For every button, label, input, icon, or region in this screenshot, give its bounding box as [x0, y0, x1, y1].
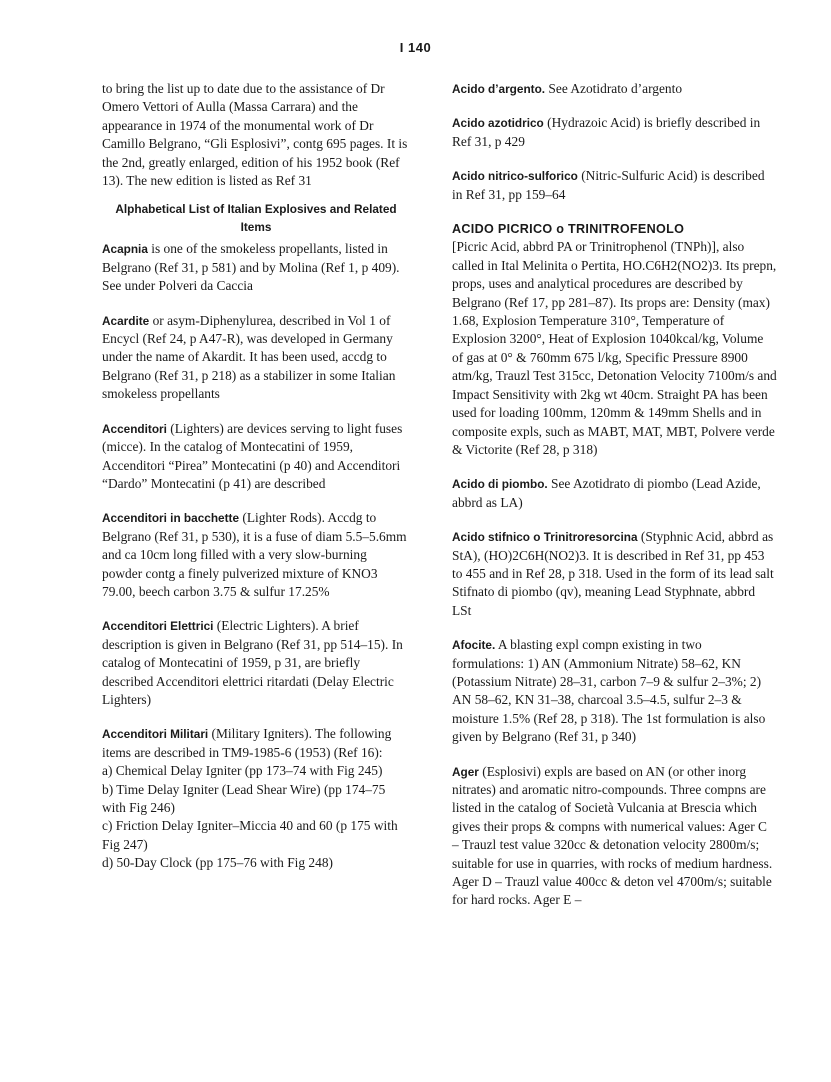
entry-acido-piombo [452, 475, 777, 512]
entry-lead: Ager [452, 764, 479, 779]
list-item: c) Friction Delay Igniter–Miccia 40 and 60 (p 175 with Fig 247) [102, 818, 398, 852]
entry-text: See Azotidrato di piombo (Lead Azide, abbrd as LA) [452, 476, 761, 510]
section-heading: Alphabetical List of Italian Explosives and Related Items [115, 202, 397, 235]
picric-acid-heading: ACIDO PICRICO o TRINITROFENOLO [452, 222, 685, 237]
entry-text: (Nitric-Sulfuric Acid) is described in Ref 31, pp 159–64 [452, 168, 765, 202]
entry-lead: Acido nitrico-sulforico [452, 169, 578, 184]
entry-accenditori-militari [102, 725, 410, 762]
list-item: b) Time Delay Igniter (Lead Shear Wire) (pp 174–75 with Fig 246) [102, 781, 386, 815]
entry-lead: Accenditori Militari [102, 727, 209, 742]
entry-acido-nitrico [452, 167, 777, 204]
entry-lead: Acido azotidrico [452, 116, 544, 131]
entry-accenditori [102, 420, 410, 494]
entry-text: (Electric Lighters). A brief description is given in Belgrano (Ref 31, pp 514–15). In catalog of Montecatini of 1959, p 31, are briefly described Accenditori elettrici ritardati (Delay Electric Lighters) [102, 618, 403, 707]
entry-lead: Acido di piombo. [452, 477, 548, 492]
left-column [102, 80, 410, 873]
entry-afocite [452, 636, 777, 746]
entry-lead: Afocite. [452, 638, 496, 653]
entry-lead: Acapnia [102, 242, 148, 257]
entry-text: A blasting expl compn existing in two formulations: 1) AN (Ammonium Nitrate) 58–62, KN (Potassium Nitrate) 28–31, carbon 7–9 & sulfur 2–3%; 2) AN 58–62, KN 31–38, charcoal 3.5–4.5, sulfur 2–3 & moisture 1.5% (Ref 28, p 318). The 1st formulation is also given by Belgrano (Ref 31, p 340) [452, 637, 766, 745]
entry-acido-argento [452, 80, 777, 98]
page-number: I 140 [399, 40, 432, 55]
picric-acid-text: [Picric Acid, abbrd PA or Trinitrophenol (TNPh)], also called in Ital Melinita o Pertita, HO.C6H2(NO2)3. Its prepn, props, uses and analytical procedures are described by Belgrano (Ref 17, pp 281–87). Its props are: Density (max) 1.68, Explosion Temperature 310°, Temperature of Explosion 3200°, Heat of Explosion 1040kcal/kg, Volume of gas at 0° & 760mm 675 l/kg, Specific Pressure 8900 atm/kg, Trauzl Test 315cc, Detonation Velocity 7100m/s and Impact Sensitivity with 2kg wt 40cm. Straight PA has been used for loading 100mm, 120mm & 149mm Shells and in composite expls, such as MABT, MAT, MBT, Polvere verde & Victorite (Ref 28, p 318) [452, 239, 777, 457]
list-item: a) Chemical Delay Igniter (pp 173–74 with Fig 245) [102, 763, 383, 779]
entry-text: or asym-Diphenylurea, described in Vol 1 of Encycl (Ref 24, p A47-R), was developed in Germany under the name of Akardit. It has been used, accdg to Belgrano (Ref 31, p 218) as a stabilizer in some Italian smokeless propellants [102, 312, 396, 402]
entry-accenditori-elettrici [102, 617, 410, 709]
entry-text: (Military Igniters). The following items are described in TM9-1985-6 (1953) (Ref 16): [102, 726, 392, 760]
entry-ager [452, 763, 777, 910]
entry-lead: Accenditori in bacchette [102, 511, 240, 526]
entry-text: (Hydrazoic Acid) is briefly described in Ref 31, p 429 [452, 115, 761, 149]
entry-lead: Accenditori [102, 421, 167, 436]
entry-acido-stifnico [452, 528, 777, 620]
entry-text: (Styphnic Acid, abbrd as StA), (HO)2C6H(NO2)3. It is described in Ref 31, pp 453 to 455 and in Ref 28, p 318. Used in the form of its lead salt Stifnato di piombo (qv), meaning Lead Styphnate, abbrd LSt [452, 529, 774, 618]
entry-acapnia [102, 240, 410, 295]
entry-lead: Accenditori Elettrici [102, 619, 214, 634]
entry-lead: Acido d’argento. [452, 82, 546, 96]
entry-text: (Lighters) are devices serving to light fuses (micce). In the catalog of Montecatini of 1959, Accenditori “Pirea” Montecatini (p 40) and Accenditori “Dardo” Montecatini (p 41) are described [102, 420, 403, 491]
list-item: d) 50-Day Clock (pp 175–76 with Fig 248) [102, 855, 333, 871]
entry-lead: Acido stifnico o Trinitroresorcina [452, 530, 638, 545]
igniter-list [102, 762, 410, 872]
entry-acardite [102, 312, 410, 404]
right-column [452, 80, 777, 926]
entry-text: (Esplosivi) expls are based on AN (or other inorg nitrates) and aromatic nitro-compounds. Three compns are listed in the catalog of Società Vulcania at Brescia which gives their props & compns with numerical values: Ager C – Trauzl test value 320cc & detonation velocity 2800m/s; suitable for use in quarries, with rocks of medium hardness. Ager D – Trauzl value 400cc & deton vel 4700m/s; suitable for hard rocks. Ager E – [452, 763, 773, 908]
entry-text: (Lighter Rods). Accdg to Belgrano (Ref 31, p 530), it is a fuse of diam 5.5–5.6mm and ca 10cm long filled with a very slow-burning powder contg a finely pulverized mixture of KNO3 79.00, beech carbon 3.75 & sulfur 17.25% [102, 510, 407, 599]
entry-text: See Azotidrato d’argento [545, 81, 683, 96]
entry-accenditori-bacchette [102, 509, 410, 601]
entry-lead: Acardite [102, 313, 150, 328]
entry-text: is one of the smokeless propellants, listed in Belgrano (Ref 31, p 581) and by Molina (Ref 1, p 409). See under Polveri da Caccia [102, 241, 400, 294]
entry-acido-azotidrico [452, 114, 777, 151]
intro-paragraph: to bring the list up to date due to the assistance of Dr Omero Vettori of Aulla (Massa Carrara) and the appearance in 1974 of the monumental work of Dr Camillo Belgrano, “Gli Esplosivi”, contg 695 pages. It is the 2nd, greatly enlarged, edition of his 1952 book (Ref 13). The new edition is listed as Ref 31 [102, 81, 408, 189]
